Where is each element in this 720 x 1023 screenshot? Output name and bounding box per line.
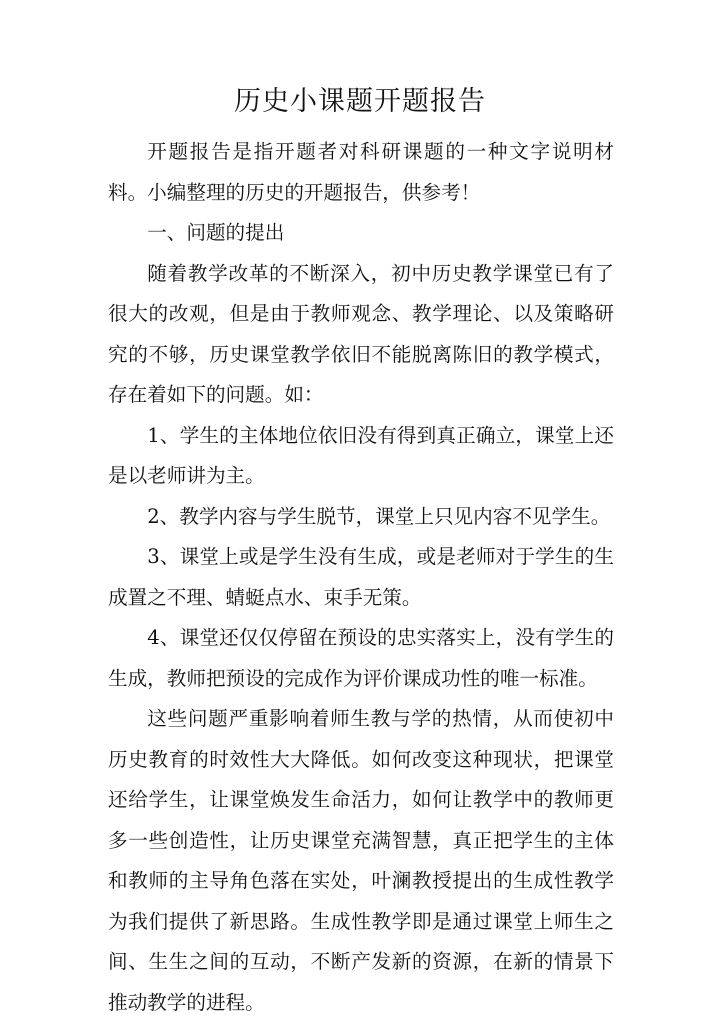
list-item-problem-4: 4、课堂还仅仅停留在预设的忠实落实上，没有学生的生成，教师把预设的完成作为评价课成功性的唯一标准。 <box>108 626 614 690</box>
document-body <box>108 132 614 1023</box>
section-heading-problem: 一、问题的提出 <box>147 221 285 244</box>
list-item-problem-2: 2、教学内容与学生脱节，课堂上只见内容不见学生。 <box>147 504 611 528</box>
list-item-problem-3: 3、课堂上或是学生没有生成，或是老师对于学生的生成置之不理、蜻蜓点水、束手无策。 <box>108 545 614 609</box>
paragraph-intro: 开题报告是指开题者对科研课题的一种文字说明材料。小编整理的历史的开题报告，供参考！ <box>108 140 614 204</box>
list-item-problem-1: 1、学生的主体地位依旧没有得到真正确立，课堂上还是以老师讲为主。 <box>108 423 614 487</box>
document-title: 历史小课题开题报告 <box>234 86 486 117</box>
paragraph-background: 随着教学改革的不断深入，初中历史教学课堂已有了很大的改观，但是由于教师观念、教学理论、以及策略研究的不够，历史课堂教学依旧不能脱离陈旧的教学模式，存在着如下的问题。如： <box>108 261 614 406</box>
paragraph-conclusion: 这些问题严重影响着师生教与学的热情，从而使初中历史教育的时效性大大降低。如何改变这种现状，把课堂还给学生，让课堂焕发生命活力，如何让教学中的教师更多一些创造性，让历史课堂充满智慧，真正把学生的主体和教师的主导角色落在实处，叶澜教授提出的生成性教学为我们提供了新思路。生成性教学即是通过课堂上师生之间、生生之间的互动，不断产发新的资源，在新的情景下推动教学的进程。 <box>108 707 614 1014</box>
